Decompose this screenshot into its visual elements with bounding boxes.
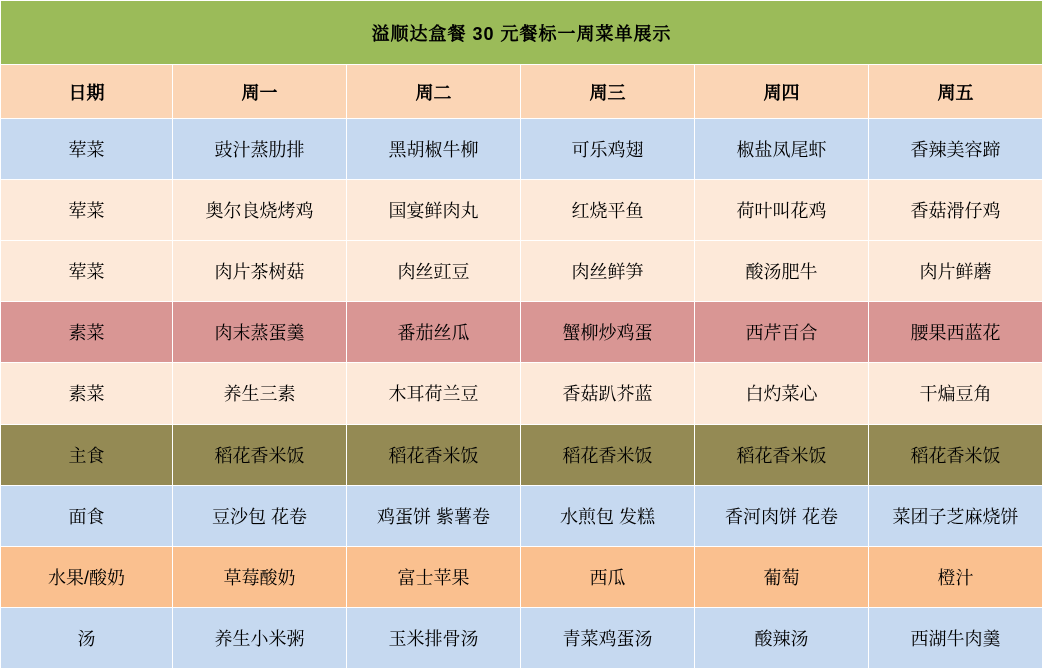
table-row xyxy=(1,363,1042,424)
menu-cell: 葡萄 xyxy=(695,546,869,607)
menu-cell: 青菜鸡蛋汤 xyxy=(521,607,695,668)
table-row xyxy=(1,302,1042,363)
menu-cell: 香菇趴芥蓝 xyxy=(521,363,695,424)
menu-cell: 玉米排骨汤 xyxy=(347,607,521,668)
row-label: 素菜 xyxy=(1,302,173,363)
menu-cell: 番茄丝瓜 xyxy=(347,302,521,363)
table-row xyxy=(1,119,1042,180)
menu-cell: 肉末蒸蛋羹 xyxy=(173,302,347,363)
column-header-wednesday: 周三 xyxy=(521,65,695,119)
column-header-friday: 周五 xyxy=(869,65,1042,119)
menu-cell: 养生小米粥 xyxy=(173,607,347,668)
row-label: 水果/酸奶 xyxy=(1,546,173,607)
menu-cell: 稻花香米饭 xyxy=(173,424,347,485)
table-row xyxy=(1,424,1042,485)
menu-cell: 腰果西蓝花 xyxy=(869,302,1042,363)
table-row xyxy=(1,607,1042,668)
menu-cell: 西瓜 xyxy=(521,546,695,607)
menu-cell: 水煎包 发糕 xyxy=(521,485,695,546)
menu-cell: 可乐鸡翅 xyxy=(521,119,695,180)
column-header-date: 日期 xyxy=(1,65,173,119)
menu-cell: 富士苹果 xyxy=(347,546,521,607)
menu-cell: 稻花香米饭 xyxy=(347,424,521,485)
column-header-monday: 周一 xyxy=(173,65,347,119)
table-row xyxy=(1,180,1042,241)
menu-cell: 菜团子芝麻烧饼 xyxy=(869,485,1042,546)
table-row xyxy=(1,241,1042,302)
menu-cell: 鸡蛋饼 紫薯卷 xyxy=(347,485,521,546)
row-label: 素菜 xyxy=(1,363,173,424)
menu-cell: 肉丝豇豆 xyxy=(347,241,521,302)
menu-cell: 西湖牛肉羹 xyxy=(869,607,1042,668)
menu-cell: 肉丝鲜笋 xyxy=(521,241,695,302)
menu-cell: 香河肉饼 花卷 xyxy=(695,485,869,546)
menu-cell: 干煸豆角 xyxy=(869,363,1042,424)
menu-cell: 稻花香米饭 xyxy=(521,424,695,485)
menu-cell: 稻花香米饭 xyxy=(695,424,869,485)
row-label: 荤菜 xyxy=(1,241,173,302)
menu-cell: 红烧平鱼 xyxy=(521,180,695,241)
menu-cell: 肉片茶树菇 xyxy=(173,241,347,302)
menu-cell: 草莓酸奶 xyxy=(173,546,347,607)
menu-cell: 酸辣汤 xyxy=(695,607,869,668)
menu-cell: 香辣美容蹄 xyxy=(869,119,1042,180)
row-label: 主食 xyxy=(1,424,173,485)
menu-cell: 豆沙包 花卷 xyxy=(173,485,347,546)
title-row xyxy=(1,1,1042,65)
table-row xyxy=(1,546,1042,607)
menu-cell: 养生三素 xyxy=(173,363,347,424)
menu-cell: 肉片鲜蘑 xyxy=(869,241,1042,302)
menu-cell: 荷叶叫花鸡 xyxy=(695,180,869,241)
menu-cell: 国宴鲜肉丸 xyxy=(347,180,521,241)
menu-cell: 奥尔良烧烤鸡 xyxy=(173,180,347,241)
menu-cell: 黑胡椒牛柳 xyxy=(347,119,521,180)
document-title: 溢顺达盒餐 30 元餐标一周菜单展示 xyxy=(1,1,1042,65)
menu-cell: 西芹百合 xyxy=(695,302,869,363)
table-header-row xyxy=(1,65,1042,119)
row-label: 面食 xyxy=(1,485,173,546)
table-row xyxy=(1,485,1042,546)
menu-cell: 香菇滑仔鸡 xyxy=(869,180,1042,241)
menu-cell: 木耳荷兰豆 xyxy=(347,363,521,424)
column-header-tuesday: 周二 xyxy=(347,65,521,119)
menu-cell: 稻花香米饭 xyxy=(869,424,1042,485)
menu-cell: 白灼菜心 xyxy=(695,363,869,424)
menu-cell: 豉汁蒸肋排 xyxy=(173,119,347,180)
column-header-thursday: 周四 xyxy=(695,65,869,119)
row-label: 汤 xyxy=(1,607,173,668)
menu-cell: 蟹柳炒鸡蛋 xyxy=(521,302,695,363)
menu-cell: 酸汤肥牛 xyxy=(695,241,869,302)
menu-cell: 橙汁 xyxy=(869,546,1042,607)
row-label: 荤菜 xyxy=(1,180,173,241)
menu-cell: 椒盐凤尾虾 xyxy=(695,119,869,180)
menu-table-body xyxy=(1,1,1042,669)
row-label: 荤菜 xyxy=(1,119,173,180)
